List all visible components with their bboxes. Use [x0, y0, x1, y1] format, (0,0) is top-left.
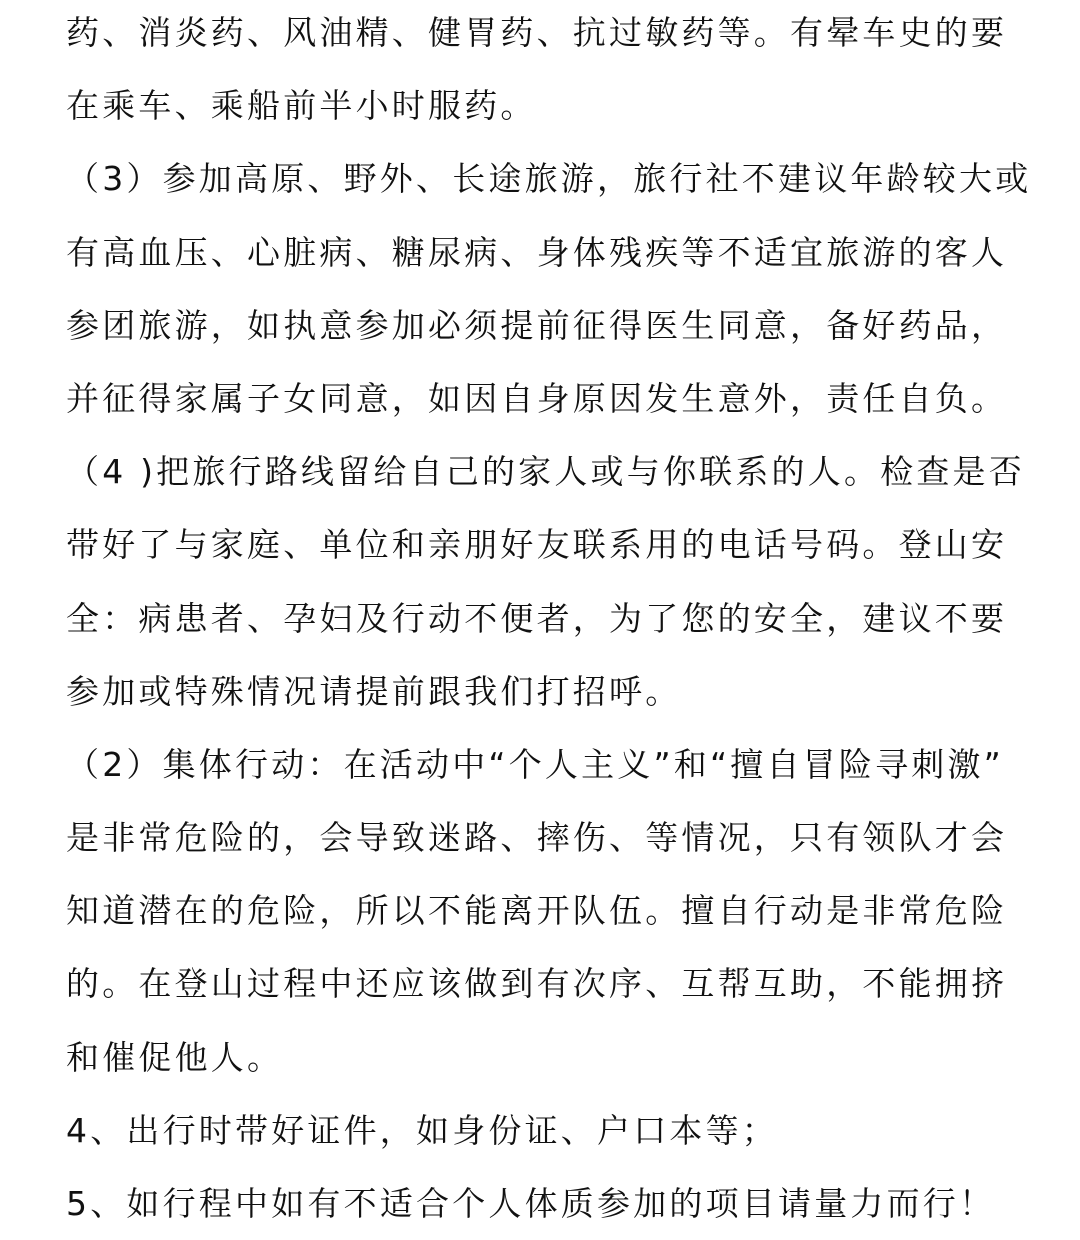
text-line-4: 有高血压、心脏病、糖尿病、身体残疾等不适宜旅游的客人 — [66, 232, 1008, 272]
text-line-16: 4、出行时带好证件，如身份证、户口本等； — [66, 1110, 778, 1150]
text-line-15: 和催促他人。 — [66, 1037, 284, 1077]
text-line-8: 带好了与家庭、单位和亲朋好友联系用的电话号码。登山安 — [66, 525, 1008, 565]
text-line-10: 参加或特殊情况请提前跟我们打招呼。 — [66, 671, 682, 711]
document-body — [66, 0, 1032, 1240]
text-line-6: 并征得家属子女同意，如因自身原因发生意外，责任自负。 — [66, 378, 1008, 418]
text-line-7: （4 )把旅行路线留给自己的家人或与你联系的人。检查是否 — [66, 452, 1025, 492]
text-line-3: （3）参加高原、野外、长途旅游，旅行社不建议年龄较大或 — [66, 159, 1032, 199]
text-line-17: 5、如行程中如有不适合个人体质参加的项目请量力而行！ — [66, 1184, 996, 1223]
text-line-13: 知道潜在的危险，所以不能离开队伍。擅自行动是非常危险 — [66, 891, 1008, 931]
text-line-9: 全：病患者、孕妇及行动不便者，为了您的安全，建议不要 — [66, 598, 1008, 638]
text-line-5: 参团旅游，如执意参加必须提前征得医生同意，备好药品， — [66, 305, 1008, 345]
text-line-1: 药、消炎药、风油精、健胃药、抗过敏药等。有晕车史的要 — [66, 13, 1008, 52]
text-line-11: （2）集体行动：在活动中“个人主义”和“擅自冒险寻刺激” — [66, 744, 1004, 784]
text-line-12: 是非常危险的，会导致迷路、摔伤、等情况，只有领队才会 — [66, 818, 1008, 858]
text-line-2: 在乘车、乘船前半小时服药。 — [66, 86, 537, 126]
text-line-14: 的。在登山过程中还应该做到有次序、互帮互助，不能拥挤 — [66, 964, 1008, 1004]
